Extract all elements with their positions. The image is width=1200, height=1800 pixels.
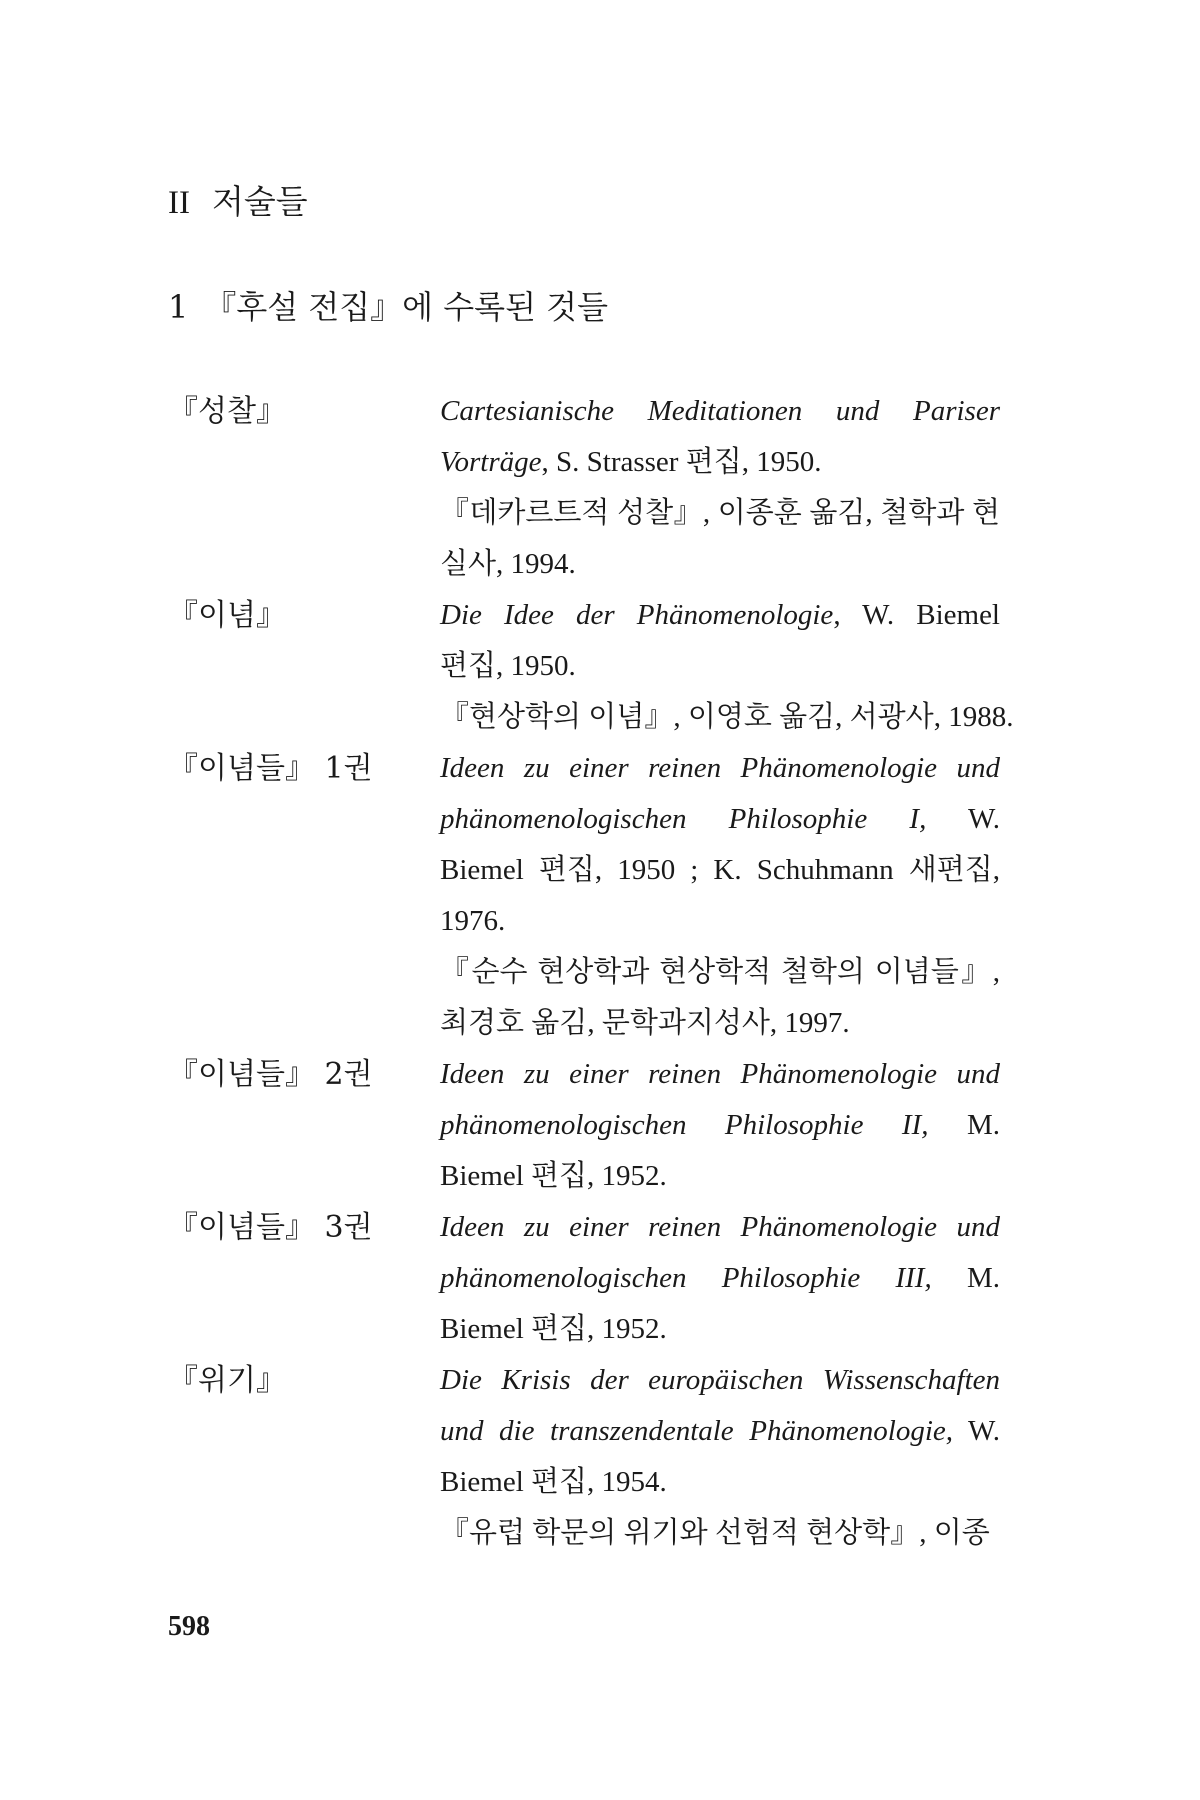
- subsection-title: 『후설 전집』에 수록된 것들: [204, 288, 608, 326]
- entry-line: [440, 1202, 1000, 1253]
- entry-line: Biemel 편집, 1952.: [440, 1160, 667, 1192]
- entry-line: [440, 1049, 1000, 1100]
- title-italic: Vorträge: [440, 446, 542, 478]
- entry-label: 『위기』: [168, 1363, 286, 1398]
- entry-line: 『데카르트적 성찰』, 이종훈 옮김, 철학과 현: [440, 497, 1000, 529]
- page-number: 598: [168, 1611, 210, 1642]
- bibliography-list: [168, 386, 1014, 1559]
- entry-line: 『순수 현상학과 현상학적 철학의 이념들』,: [440, 956, 1000, 988]
- section-title: 저술들: [211, 182, 308, 221]
- entry-line: phänomenologischen Philosophie II, M.: [440, 1109, 1000, 1141]
- entry-line: 1976.: [440, 905, 506, 937]
- bibliography-entry: [168, 386, 1008, 590]
- entry-line: phänomenologischen Philosophie I, W.: [440, 803, 1000, 835]
- title-italic: phänomenologischen Philosophie II,: [440, 1109, 929, 1141]
- bibliography-entry: [168, 1202, 1008, 1355]
- bibliography-entry: [168, 590, 1014, 743]
- title-italic: Ideen zu einer reinen Phänomenologie und: [440, 1211, 1000, 1243]
- section-numeral: II: [168, 185, 190, 221]
- entry-line: [440, 386, 1000, 437]
- subsection-number: 1: [168, 288, 189, 326]
- title-italic: Die Krisis der europäischen Wissenschaften: [440, 1364, 1000, 1396]
- entry-line: [440, 1355, 1000, 1406]
- entry-line: Die Idee der Phänomenologie, W. Biemel: [440, 599, 1000, 631]
- bibliography-entry: [168, 1049, 1008, 1202]
- bibliography-entry: [168, 743, 1008, 1049]
- entry-body: [440, 1202, 1000, 1355]
- entry-line: 실사, 1994.: [440, 548, 576, 580]
- entry-line: [440, 743, 1000, 794]
- entry-line: 『유럽 학문의 위기와 선험적 현상학』, 이종: [440, 1517, 990, 1549]
- subsection-heading: [168, 285, 608, 329]
- entry-label: 『이념』: [168, 598, 286, 633]
- entry-body: [440, 386, 1000, 590]
- entry-body: [440, 1049, 1000, 1202]
- title-italic: Ideen zu einer reinen Phänomenologie und: [440, 1058, 1000, 1090]
- entry-line: und die transzendentale Phänomenologie, W.: [440, 1415, 1001, 1447]
- entry-line: 편집, 1950.: [440, 650, 576, 682]
- entry-line: 『현상학의 이념』, 이영호 옮김, 서광사, 1988.: [440, 701, 1014, 733]
- entry-line: 최경호 옮김, 문학과지성사, 1997.: [440, 1007, 850, 1039]
- title-italic: Cartesianische Meditationen und Pariser: [440, 395, 1000, 427]
- entry-line: phänomenologischen Philosophie III, M.: [440, 1262, 1000, 1294]
- entry-label: 『이념들』 2권: [168, 1057, 373, 1092]
- entry-label: 『이념들』 3권: [168, 1210, 373, 1245]
- entry-body: [440, 590, 1014, 743]
- bibliography-entry: [168, 1355, 1008, 1559]
- entry-line: Biemel 편집, 1950 ; K. Schuhmann 새편집,: [440, 854, 1000, 886]
- title-italic: und die transzendentale Phänomenologie,: [440, 1415, 954, 1447]
- entry-body: [440, 1355, 1000, 1559]
- title-italic: phänomenologischen Philosophie III,: [440, 1262, 932, 1294]
- section-heading: [168, 180, 308, 225]
- title-italic: Die Idee der Phänomenologie: [440, 599, 834, 631]
- entry-line: Vorträge, S. Strasser 편집, 1950.: [440, 446, 822, 478]
- entry-label: 『이념들』 1권: [168, 751, 373, 786]
- entry-line: Biemel 편집, 1952.: [440, 1313, 667, 1345]
- entry-body: [440, 743, 1000, 1049]
- entry-label: 『성찰』: [168, 394, 286, 429]
- entry-line: Biemel 편집, 1954.: [440, 1466, 667, 1498]
- title-italic: Ideen zu einer reinen Phänomenologie und: [440, 752, 1000, 784]
- title-italic: phänomenologischen Philosophie I,: [440, 803, 927, 835]
